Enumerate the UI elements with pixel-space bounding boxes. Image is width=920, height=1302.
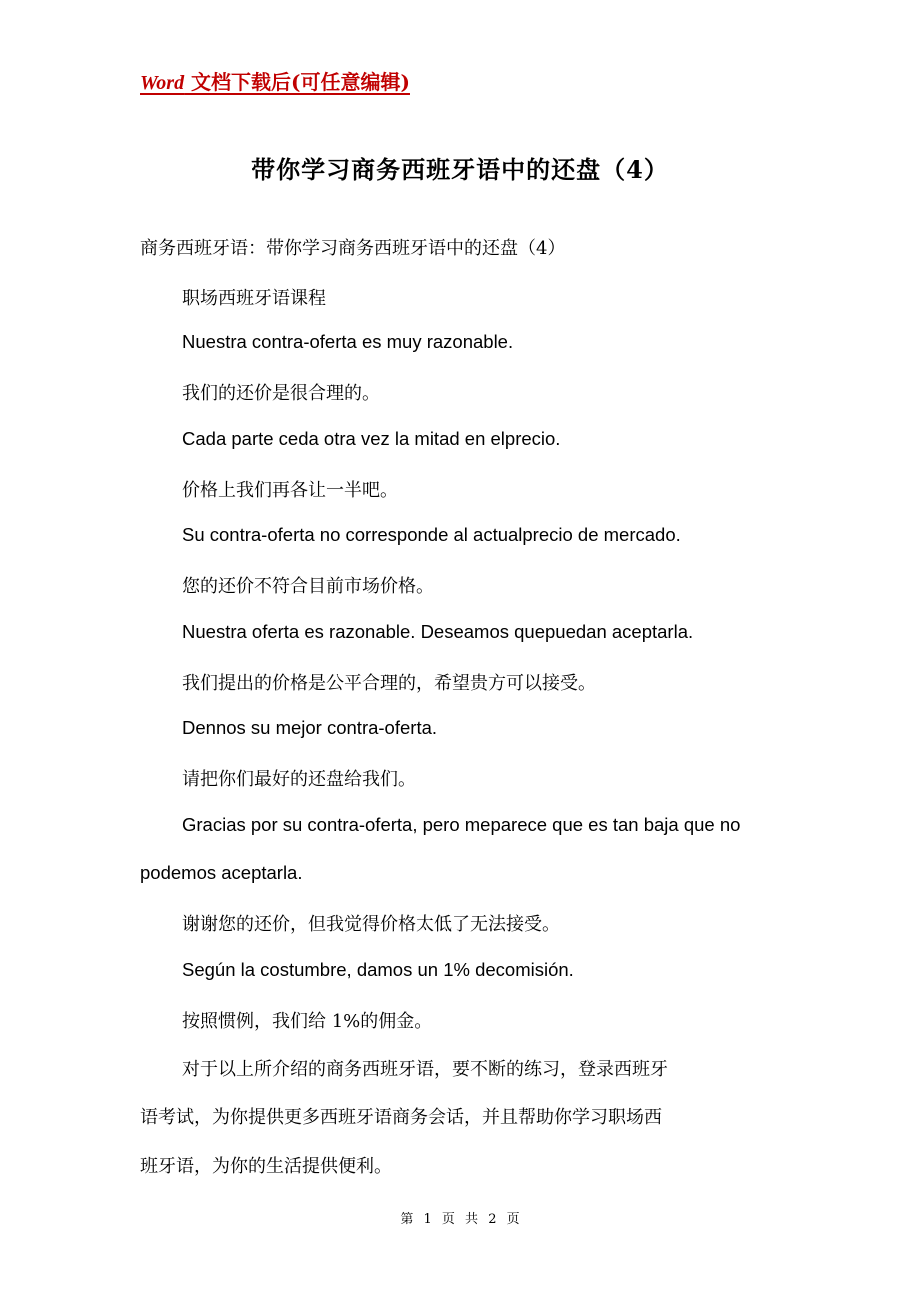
closing-line-3: 班牙语，为你的生活提供便利。 bbox=[140, 1156, 392, 1177]
header-word: Word bbox=[140, 72, 185, 94]
phrase-es-5: Dennos su mejor contra-oferta. bbox=[182, 717, 438, 738]
phrase-zh-1: 我们的还价是很合理的。 bbox=[182, 383, 380, 404]
phrase-es-7: Según la costumbre, damos un 1% decomisión. bbox=[182, 959, 574, 980]
phrase-es-6: Gracias por su contra-oferta, pero meparece que es tan baja que no bbox=[182, 814, 741, 835]
phrase-zh-2: 价格上我们再各让一半吧。 bbox=[182, 480, 398, 501]
phrase-es-4: Nuestra oferta es razonable. Deseamos quepuedan aceptarla. bbox=[182, 621, 694, 642]
closing-line-1: 对于以上所介绍的商务西班牙语，要不断的练习，登录西班牙 bbox=[182, 1059, 668, 1080]
phrase-zh-3: 您的还价不符合目前市场价格。 bbox=[182, 576, 434, 597]
phrase-zh-6: 谢谢您的还价，但我觉得价格太低了无法接受。 bbox=[182, 914, 560, 935]
phrase-es-2: Cada parte ceda otra vez la mitad en elprecio. bbox=[182, 428, 561, 449]
phrase-zh-4: 我们提出的价格是公平合理的，希望贵方可以接受。 bbox=[182, 673, 596, 694]
phrase-zh-7: 按照惯例，我们给 1%的佣金。 bbox=[182, 1011, 433, 1032]
phrase-zh-5: 请把你们最好的还盘给我们。 bbox=[182, 769, 416, 790]
subtitle-line: 商务西班牙语：带你学习商务西班牙语中的还盘（4） bbox=[140, 238, 566, 259]
course-line: 职场西班牙语课程 bbox=[182, 288, 326, 309]
phrase-es-1: Nuestra contra-oferta es muy razonable. bbox=[182, 331, 514, 352]
header-text: 文档下载后(可任意编辑) bbox=[184, 70, 410, 94]
phrase-es-6-cont: podemos aceptarla. bbox=[140, 862, 303, 883]
document-title: 带你学习商务西班牙语中的还盘（4） bbox=[251, 155, 669, 184]
phrase-es-3: Su contra-oferta no corresponde al actualprecio de mercado. bbox=[182, 524, 681, 545]
page-footer: 第 1 页 共 2 页 bbox=[400, 1212, 520, 1227]
closing-line-2: 语考试，为你提供更多西班牙语商务会话，并且帮助你学习职场西 bbox=[140, 1107, 662, 1128]
download-link[interactable] bbox=[140, 66, 410, 95]
